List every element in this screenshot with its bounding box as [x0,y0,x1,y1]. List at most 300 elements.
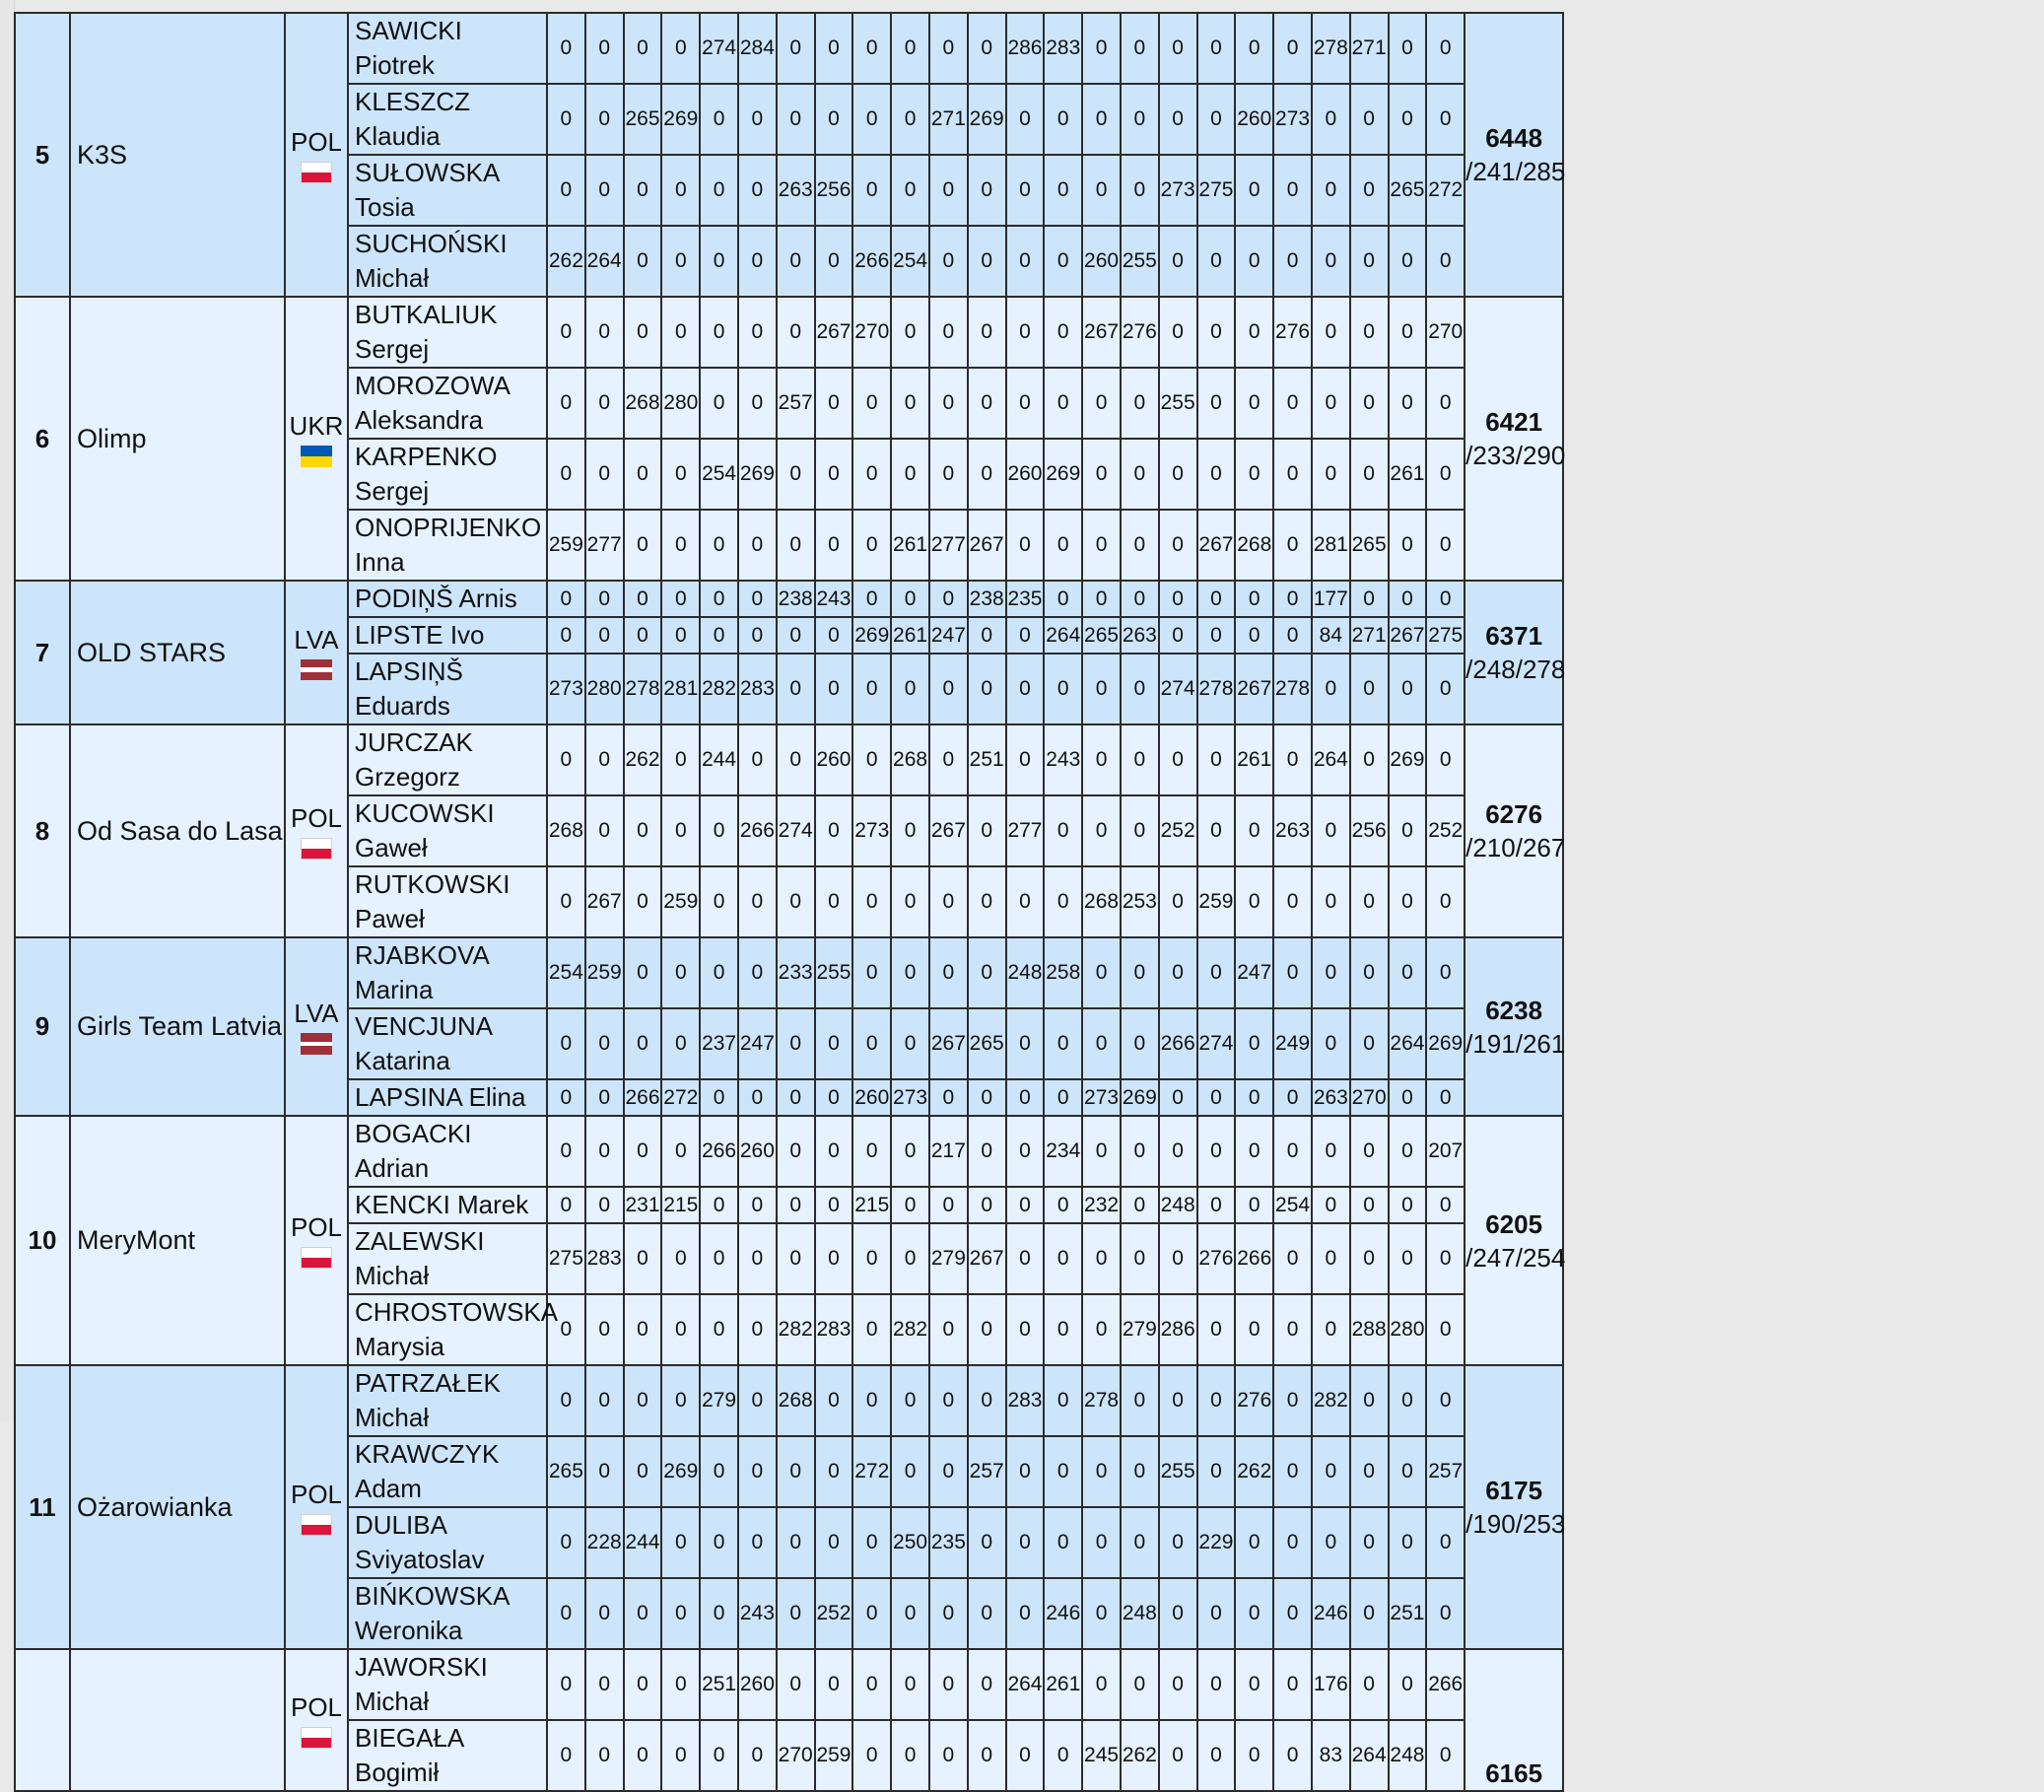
game-score: 247 [1235,937,1273,1008]
game-score: 0 [1082,581,1121,617]
player-name: ONOPRIJENKO Inna [348,510,547,581]
game-score: 0 [585,1578,624,1649]
game-score: 0 [929,1578,968,1649]
game-score: 0 [968,1294,1006,1365]
game-score: 275 [547,1223,585,1294]
game-score: 0 [929,1079,968,1116]
game-score: 0 [1044,1294,1082,1365]
game-score: 0 [1235,226,1273,297]
game-score: 253 [1121,866,1159,937]
game-score: 0 [1159,226,1197,297]
game-score: 280 [661,368,700,439]
game-score: 0 [1044,1223,1082,1294]
game-score: 283 [815,1294,853,1365]
game-score: 260 [852,1079,891,1116]
game-score: 0 [891,581,929,617]
game-score: 265 [968,1008,1006,1079]
game-score: 259 [661,866,700,937]
game-score: 0 [968,368,1006,439]
game-score: 0 [1350,866,1389,937]
game-score: 0 [777,439,815,510]
game-score: 0 [1389,1079,1427,1116]
game-score: 0 [1006,1507,1045,1578]
game-score: 0 [815,795,853,866]
game-score: 268 [547,795,585,866]
game-score: 0 [585,155,624,226]
game-score: 0 [1426,937,1465,1008]
game-score: 0 [815,654,853,724]
game-score: 281 [1312,510,1350,581]
game-score: 0 [852,155,891,226]
team-name: Girls Team Latvia [70,937,285,1116]
game-score: 0 [738,1187,777,1223]
game-score: 267 [815,297,853,368]
game-score: 0 [929,1187,968,1223]
team-total-detail: /247/254 [1465,1242,1566,1273]
team-name: MeryMont [70,1116,285,1365]
team-total-value: 6371 [1485,621,1543,651]
game-score: 0 [891,1187,929,1223]
game-score: 0 [1121,1365,1159,1436]
game-score: 277 [929,510,968,581]
country-code: LVA [294,999,339,1028]
game-score: 0 [1006,297,1045,368]
game-score: 252 [1159,795,1197,866]
game-score: 0 [777,1436,815,1507]
game-score: 0 [585,13,624,84]
game-score: 177 [1312,581,1350,617]
game-score: 0 [929,1436,968,1507]
game-score: 288 [1350,1294,1389,1365]
game-score: 258 [1044,937,1082,1008]
game-score: 243 [1044,724,1082,795]
game-score: 0 [585,724,624,795]
game-score: 0 [1273,155,1312,226]
game-score: 0 [1312,654,1350,724]
game-score: 0 [624,1720,662,1791]
game-score: 0 [585,84,624,155]
game-score: 0 [1273,1223,1312,1294]
game-score: 0 [1197,297,1236,368]
team-country [285,937,348,1116]
game-score: 0 [929,297,968,368]
game-score: 0 [1312,1187,1350,1223]
game-score: 0 [1426,866,1465,937]
team-rank: 11 [15,1365,70,1649]
game-score: 0 [585,795,624,866]
game-score: 265 [624,84,662,155]
flag-lva-icon [301,659,332,681]
game-score: 0 [1121,795,1159,866]
game-score: 0 [1121,1436,1159,1507]
game-score: 255 [1159,368,1197,439]
team-rank: 5 [15,13,70,297]
game-score: 0 [1389,1223,1427,1294]
game-score: 0 [1389,1507,1427,1578]
game-score: 0 [1235,13,1273,84]
game-score: 0 [1350,1116,1389,1187]
table-row [15,1365,1563,1436]
game-score: 0 [700,1436,738,1507]
game-score: 0 [891,155,929,226]
game-score: 0 [1312,866,1350,937]
game-score: 0 [1197,1649,1236,1720]
game-score: 0 [1312,297,1350,368]
game-score: 0 [585,1008,624,1079]
game-score: 0 [1389,1116,1427,1187]
game-score: 252 [815,1578,853,1649]
game-score: 232 [1082,1187,1121,1223]
game-score: 0 [777,13,815,84]
game-score: 0 [891,866,929,937]
game-score: 0 [1235,1116,1273,1187]
game-score: 0 [1082,1436,1121,1507]
game-score: 277 [1006,795,1045,866]
game-score: 0 [1044,1436,1082,1507]
game-score: 0 [1426,1365,1465,1436]
game-score: 0 [547,1365,585,1436]
game-score: 0 [929,1294,968,1365]
game-score: 0 [1273,510,1312,581]
game-score: 0 [547,581,585,617]
game-score: 0 [891,937,929,1008]
game-score: 0 [1312,84,1350,155]
game-score: 276 [1197,1223,1236,1294]
team-rank [15,1649,70,1791]
game-score: 269 [1389,724,1427,795]
game-score: 0 [1350,937,1389,1008]
game-score: 0 [1426,1720,1465,1791]
game-score: 278 [1312,13,1350,84]
game-score: 0 [1312,1294,1350,1365]
game-score: 269 [1426,1008,1465,1079]
game-score: 246 [1312,1578,1350,1649]
game-score: 268 [891,724,929,795]
game-score: 0 [1389,1649,1427,1720]
country-code: POL [290,1212,343,1242]
game-score: 0 [738,1365,777,1436]
game-score: 0 [700,368,738,439]
game-score: 250 [891,1507,929,1578]
game-score: 0 [1235,1720,1273,1791]
game-score: 0 [1197,1578,1236,1649]
game-score: 215 [661,1187,700,1223]
game-score: 254 [891,226,929,297]
game-score: 260 [738,1649,777,1720]
team-rank: 6 [15,297,70,581]
game-score: 0 [815,226,853,297]
game-score: 261 [1044,1649,1082,1720]
game-score: 0 [929,1720,968,1791]
game-score: 246 [1044,1578,1082,1649]
game-score: 261 [1389,439,1427,510]
game-score: 0 [852,1578,891,1649]
game-score: 0 [1197,226,1236,297]
game-score: 267 [929,795,968,866]
game-score: 0 [1082,795,1121,866]
game-score: 273 [891,1079,929,1116]
game-score: 0 [1121,13,1159,84]
game-score: 0 [1389,1187,1427,1223]
player-name: ZALEWSKI Michał [348,1223,547,1294]
game-score: 247 [929,617,968,654]
game-score: 0 [777,617,815,654]
game-score: 0 [624,866,662,937]
game-score: 0 [661,1649,700,1720]
game-score: 0 [968,226,1006,297]
game-score: 0 [1197,84,1236,155]
game-score: 0 [1235,581,1273,617]
game-score: 0 [1235,1507,1273,1578]
game-score: 0 [1159,617,1197,654]
game-score: 0 [852,1720,891,1791]
game-score: 280 [585,654,624,724]
game-score: 0 [700,297,738,368]
game-score: 0 [624,581,662,617]
game-score: 0 [1197,13,1236,84]
game-score: 0 [929,226,968,297]
game-score: 0 [815,1187,853,1223]
game-score: 259 [815,1720,853,1791]
flag-ukr-icon [301,446,332,467]
flag-pol-icon [301,162,332,183]
game-score: 0 [1426,1507,1465,1578]
game-score: 0 [777,1079,815,1116]
game-score: 249 [1273,1008,1312,1079]
game-score: 0 [1426,1578,1465,1649]
game-score: 0 [1082,439,1121,510]
flag-pol-icon [301,1514,332,1536]
game-score: 0 [661,297,700,368]
game-score: 0 [738,226,777,297]
game-score: 248 [1389,1720,1427,1791]
game-score: 0 [968,1365,1006,1436]
game-score: 256 [815,155,853,226]
game-score: 267 [968,510,1006,581]
game-score: 0 [815,1223,853,1294]
game-score: 0 [1235,1649,1273,1720]
game-score: 263 [1312,1079,1350,1116]
game-score: 0 [585,297,624,368]
game-score: 0 [1273,1294,1312,1365]
player-name: KARPENKO Sergej [348,439,547,510]
game-score: 0 [1006,1116,1045,1187]
game-score: 261 [891,617,929,654]
game-score: 0 [1006,654,1045,724]
country-code: POL [290,1479,343,1509]
game-score: 0 [1312,155,1350,226]
game-score: 263 [1121,617,1159,654]
game-score: 0 [624,1223,662,1294]
game-score: 0 [1082,1649,1121,1720]
game-score: 0 [815,866,853,937]
game-score: 271 [1350,617,1389,654]
game-score: 0 [547,724,585,795]
game-score: 0 [1273,1720,1312,1791]
player-name: CHROSTOWSKA Marysia [348,1294,547,1365]
game-score: 237 [700,1008,738,1079]
game-score: 266 [852,226,891,297]
game-score: 0 [1197,439,1236,510]
game-score: 262 [1121,1720,1159,1791]
game-score: 0 [1006,866,1045,937]
game-score: 244 [624,1507,662,1578]
team-rank: 8 [15,724,70,937]
game-score: 0 [891,1116,929,1187]
game-score: 283 [1006,1365,1045,1436]
game-score: 282 [700,654,738,724]
game-score: 0 [585,368,624,439]
game-score: 272 [1426,155,1465,226]
game-score: 0 [1044,1187,1082,1223]
game-score: 0 [624,617,662,654]
game-score: 0 [852,439,891,510]
game-score: 266 [1159,1008,1197,1079]
game-score: 0 [929,654,968,724]
game-score: 0 [1235,1294,1273,1365]
game-score: 0 [700,866,738,937]
game-score: 257 [1426,1436,1465,1507]
game-score: 0 [1350,1187,1389,1223]
team-total [1465,724,1566,937]
game-score: 0 [738,581,777,617]
game-score: 248 [1159,1187,1197,1223]
game-score: 0 [661,155,700,226]
game-score: 0 [1235,1079,1273,1116]
game-score: 0 [1006,226,1045,297]
game-score: 0 [1121,155,1159,226]
team-name: Ożarowianka [70,1365,285,1649]
game-score: 0 [891,1578,929,1649]
game-score: 0 [661,1223,700,1294]
game-score: 0 [968,13,1006,84]
game-score: 256 [1350,795,1389,866]
game-score: 0 [547,1079,585,1116]
game-score: 0 [1044,155,1082,226]
game-score: 266 [738,795,777,866]
game-score: 0 [1006,1578,1045,1649]
country-code: POL [290,1691,343,1722]
game-score: 0 [738,368,777,439]
game-score: 280 [1389,1294,1427,1365]
game-score: 0 [1044,1079,1082,1116]
team-total-detail: /241/285 [1465,157,1566,186]
player-name: KRAWCZYK Adam [348,1436,547,1507]
player-name: SAWICKI Piotrek [348,13,547,84]
game-score: 0 [738,1720,777,1791]
game-score: 275 [1426,617,1465,654]
table-row [15,1649,1563,1720]
game-score: 0 [738,617,777,654]
game-score: 0 [1312,1436,1350,1507]
game-score: 273 [1159,155,1197,226]
game-score: 282 [1312,1365,1350,1436]
game-score: 0 [1159,84,1197,155]
game-score: 264 [1006,1649,1045,1720]
game-score: 259 [1197,866,1236,937]
game-score: 0 [1350,1365,1389,1436]
game-score: 0 [968,795,1006,866]
game-score: 0 [1350,1578,1389,1649]
game-score: 0 [852,724,891,795]
game-score: 0 [624,1436,662,1507]
game-score: 282 [777,1294,815,1365]
player-name: SUCHOŃSKI Michał [348,226,547,297]
game-score: 254 [1273,1187,1312,1223]
game-score: 284 [738,13,777,84]
game-score: 0 [1006,1720,1045,1791]
game-score: 270 [777,1720,815,1791]
game-score: 0 [815,1365,853,1436]
game-score: 0 [1426,1079,1465,1116]
game-score: 271 [1350,13,1389,84]
game-score: 0 [547,1507,585,1578]
game-score: 270 [1350,1079,1389,1116]
game-score: 278 [1082,1365,1121,1436]
flag-lva-icon [301,1033,332,1055]
game-score: 267 [1197,510,1236,581]
game-score: 0 [1312,226,1350,297]
game-score: 251 [1389,1578,1427,1649]
game-score: 0 [661,226,700,297]
game-score: 0 [547,297,585,368]
game-score: 268 [1082,866,1121,937]
game-score: 0 [1273,1649,1312,1720]
game-score: 0 [1389,866,1427,937]
game-score: 0 [815,1079,853,1116]
game-score: 0 [661,1720,700,1791]
game-score: 265 [1082,617,1121,654]
game-score: 0 [968,155,1006,226]
game-score: 0 [624,297,662,368]
game-score: 0 [891,1365,929,1436]
team-total-value: 6448 [1485,123,1543,153]
game-score: 0 [929,155,968,226]
game-score: 257 [968,1436,1006,1507]
game-score: 276 [1121,297,1159,368]
game-score: 275 [1197,155,1236,226]
game-score: 0 [1426,1187,1465,1223]
game-score: 260 [1082,226,1121,297]
game-score: 0 [1121,1008,1159,1079]
game-score: 0 [891,1649,929,1720]
player-name: RUTKOWSKI Paweł [348,866,547,937]
game-score: 267 [1389,617,1427,654]
team-rank: 9 [15,937,70,1116]
player-name: BOGACKI Adrian [348,1116,547,1187]
game-score: 0 [1121,1187,1159,1223]
game-score: 217 [929,1116,968,1187]
game-score: 0 [815,439,853,510]
player-name: BUTKALIUK Sergej [348,297,547,368]
game-score: 0 [1159,1223,1197,1294]
game-score: 274 [700,13,738,84]
game-score: 0 [1389,1436,1427,1507]
game-score: 0 [661,1008,700,1079]
game-score: 281 [661,654,700,724]
game-score: 0 [1082,1116,1121,1187]
game-score: 0 [624,1578,662,1649]
game-score: 83 [1312,1720,1350,1791]
game-score: 0 [1121,439,1159,510]
game-score: 286 [1159,1294,1197,1365]
game-score: 259 [585,937,624,1008]
game-score: 283 [1044,13,1082,84]
game-score: 0 [624,1294,662,1365]
game-score: 0 [1197,368,1236,439]
game-score: 0 [1273,1365,1312,1436]
game-score: 267 [968,1223,1006,1294]
